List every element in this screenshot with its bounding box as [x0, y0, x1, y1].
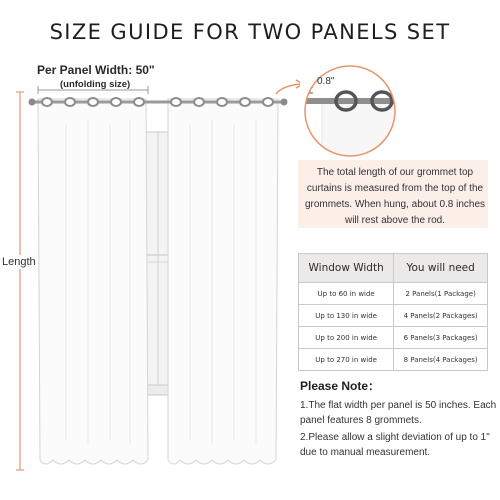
unfolding-size-label: (unfolding size) [60, 79, 131, 90]
table-cell: 8 Panels(4 Packages) [394, 349, 488, 371]
description-box [298, 160, 488, 228]
table-header-row [299, 254, 488, 283]
table-cell: Up to 270 in wide [299, 349, 394, 371]
table-cell: 2 Panels(1 Package) [394, 283, 488, 305]
note-item-2: 2.Please allow a slight deviation of up to 1" due to manual measurement. [300, 432, 490, 458]
header-window-width: Window Width [299, 254, 394, 283]
table-row [299, 283, 488, 305]
panel-width-label: Per Panel Width: 50" [37, 63, 155, 77]
note-heading: Please Note： [300, 379, 381, 393]
table-row [299, 305, 488, 327]
table-cell: 6 Panels(3 Packages) [394, 327, 488, 349]
length-label: Length [2, 256, 36, 268]
table-cell: 4 Panels(2 Packages) [394, 305, 488, 327]
table-row [299, 349, 488, 371]
note-item-1: 1.The flat width per panel is 50 inches. Each panel features 8 grommets. [300, 400, 497, 426]
callout-arrow [276, 84, 300, 94]
table-cell: Up to 60 in wide [299, 283, 394, 305]
description-text: The total length of our grommet top curtains is measured from the top of the grommets. When hung, about 0.8 inches will rest above the rod. [304, 167, 486, 226]
size-table [298, 253, 488, 371]
table-cell: Up to 130 in wide [299, 305, 394, 327]
page-title: SIZE GUIDE FOR TWO PANELS SET [49, 20, 451, 44]
length-dimension-line [16, 92, 24, 470]
table-row [299, 327, 488, 349]
right-curtain-panel [168, 99, 278, 464]
grommet-offset-label: 0.8" [317, 76, 335, 87]
left-curtain-panel [38, 99, 148, 464]
table-cell: Up to 200 in wide [299, 327, 394, 349]
header-you-will-need: You will need [394, 254, 488, 283]
